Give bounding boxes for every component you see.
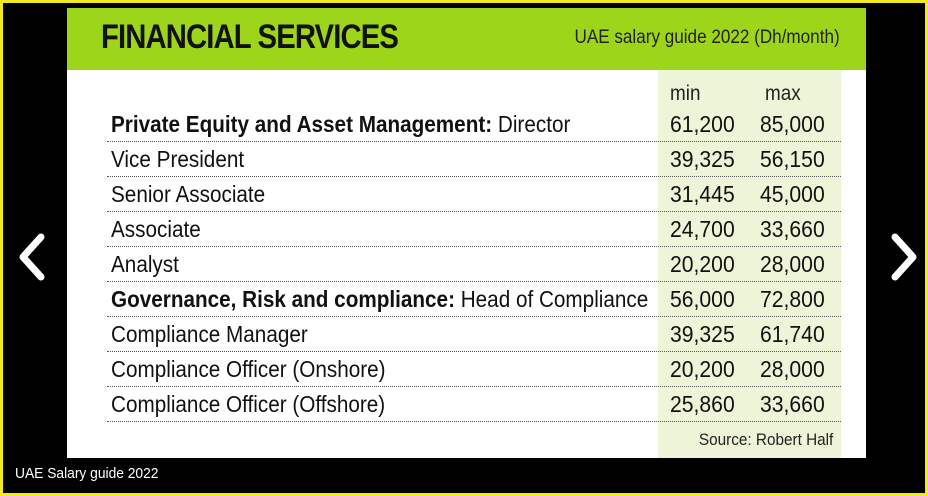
row-label: Vice President [111, 146, 245, 172]
table-row [107, 352, 841, 387]
row-label: Analyst [111, 251, 179, 277]
image-caption: UAE Salary guide 2022 [15, 465, 159, 482]
chevron-left-icon [13, 231, 53, 283]
column-header-min: min [670, 82, 701, 105]
table-row [107, 282, 841, 317]
row-min: 39,325 [670, 146, 735, 172]
salary-table-image [67, 8, 866, 458]
column-header-max: max [765, 82, 801, 105]
row-max: 45,000 [760, 181, 825, 207]
row-label: Compliance Officer (Offshore) [111, 391, 386, 417]
row-max: 61,740 [760, 321, 825, 347]
table-row [107, 387, 841, 422]
next-button[interactable] [883, 231, 923, 283]
header-bar [67, 8, 866, 70]
page-title: FINANCIAL SERVICES [101, 18, 399, 56]
row-label: Private Equity and Asset Management: Director [111, 111, 571, 137]
row-label: Compliance Officer (Onshore) [111, 356, 386, 382]
row-min: 20,200 [670, 356, 735, 382]
table-row [107, 247, 841, 282]
row-max: 28,000 [760, 251, 825, 277]
row-max: 56,150 [760, 146, 825, 172]
table-row [107, 212, 841, 247]
row-max: 72,800 [760, 286, 825, 312]
row-label: Senior Associate [111, 181, 266, 207]
row-min: 20,200 [670, 251, 735, 277]
row-min: 39,325 [670, 321, 735, 347]
table-row [107, 317, 841, 352]
row-min: 24,700 [670, 216, 735, 242]
table-row [107, 142, 841, 177]
row-max: 85,000 [760, 111, 825, 137]
row-min: 61,200 [670, 111, 735, 137]
source-note: Source: Robert Half [698, 430, 833, 449]
row-max: 33,660 [760, 216, 825, 242]
row-label: Compliance Manager [111, 321, 308, 347]
row-label: Associate [111, 216, 201, 242]
row-min: 56,000 [670, 286, 735, 312]
table-row [107, 107, 841, 142]
row-min: 25,860 [670, 391, 735, 417]
row-max: 28,000 [760, 356, 825, 382]
previous-button[interactable] [13, 231, 53, 283]
row-label: Governance, Risk and compliance: Head of Compliance [111, 286, 649, 312]
chevron-right-icon [883, 231, 923, 283]
subtitle: UAE salary guide 2022 (Dh/month) [574, 27, 840, 48]
row-min: 31,445 [670, 181, 735, 207]
row-max: 33,660 [760, 391, 825, 417]
table-row [107, 177, 841, 212]
